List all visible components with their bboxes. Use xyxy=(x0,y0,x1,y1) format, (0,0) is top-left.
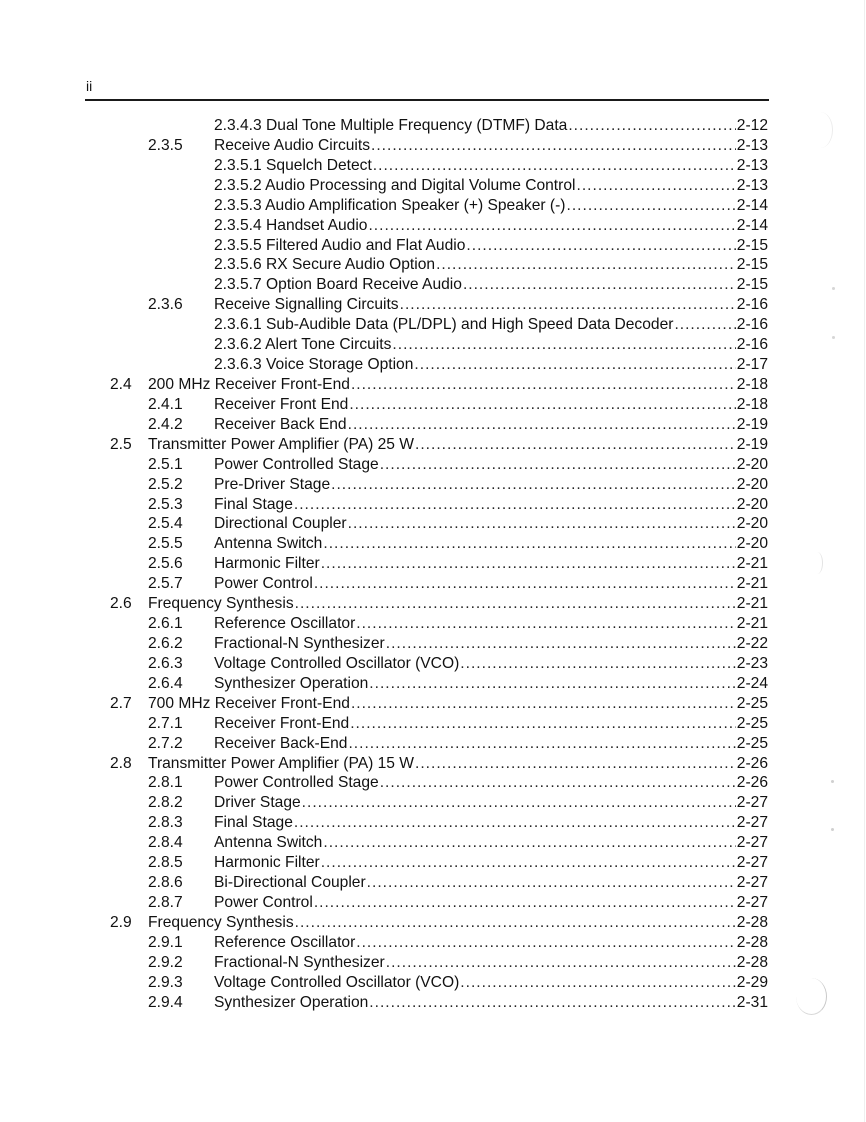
toc-entry-title: Frequency Synthesis xyxy=(148,595,294,613)
toc-entry-page: 2-18 xyxy=(736,375,768,393)
toc-entry xyxy=(0,495,866,515)
toc-entry-line xyxy=(214,993,768,1013)
toc-entry-title: Receiver Front End xyxy=(214,395,349,413)
toc-entry xyxy=(0,913,866,933)
toc-entry-line xyxy=(214,176,768,196)
toc-entry-page: 2-21 xyxy=(736,575,768,593)
toc-entry-number: 2.4.2 xyxy=(148,415,183,433)
toc-entry xyxy=(0,435,866,455)
toc-entry-number: 2.9.1 xyxy=(148,933,183,951)
toc-entry-number: 2.9.3 xyxy=(148,973,183,991)
toc-entry-page: 2-23 xyxy=(736,654,768,672)
toc-entry-page: 2-27 xyxy=(736,854,768,872)
toc-entry xyxy=(0,654,866,674)
toc-entry-line xyxy=(214,853,768,873)
toc-entry-page: 2-21 xyxy=(736,595,768,613)
toc-entry-title: 2.3.5.1 Squelch Detect xyxy=(214,156,372,174)
toc-entry-title: Power Controlled Stage xyxy=(214,455,379,473)
scan-artifact xyxy=(832,287,835,290)
toc-entry-number: 2.5.7 xyxy=(148,575,183,593)
toc-entry-number: 2.8.3 xyxy=(148,814,183,832)
toc-entry xyxy=(0,395,866,415)
dot-leader xyxy=(321,853,736,873)
toc-entry xyxy=(0,455,866,475)
toc-entry-line xyxy=(214,793,768,813)
toc-entry-page: 2-14 xyxy=(736,216,768,234)
toc-entry-title: Antenna Switch xyxy=(214,535,323,553)
dot-leader xyxy=(568,116,735,136)
toc-entry-line xyxy=(214,255,768,275)
page-folio: ii xyxy=(86,78,93,94)
toc-entry-line xyxy=(214,315,768,335)
toc-entry-number: 2.6.4 xyxy=(148,674,183,692)
toc-entry xyxy=(0,375,866,395)
toc-entry-line xyxy=(214,714,768,734)
toc-entry xyxy=(0,415,866,435)
toc-entry-title: Power Controlled Stage xyxy=(214,774,379,792)
toc-entry-page: 2-20 xyxy=(736,495,768,513)
toc-entry-page: 2-13 xyxy=(736,136,768,154)
toc-entry-line xyxy=(214,395,768,415)
toc-entry xyxy=(0,355,866,375)
toc-entry-number: 2.6.2 xyxy=(148,634,183,652)
toc-entry-title: Receiver Back-End xyxy=(214,734,348,752)
dot-leader xyxy=(349,395,735,415)
toc-entry-line xyxy=(214,136,768,156)
toc-entry-line xyxy=(214,156,768,176)
toc-entry-line xyxy=(214,495,768,515)
toc-entry-title: Harmonic Filter xyxy=(214,555,320,573)
scan-edge xyxy=(864,0,865,1122)
toc-entry-page: 2-31 xyxy=(736,993,768,1011)
toc-entry-line xyxy=(214,514,768,534)
toc-entry xyxy=(0,973,866,993)
toc-entry-page: 2-15 xyxy=(736,236,768,254)
dot-leader xyxy=(351,694,736,714)
toc-entry-page: 2-28 xyxy=(736,913,768,931)
toc-entry-line xyxy=(214,873,768,893)
toc-entry-title: Voltage Controlled Oscillator (VCO) xyxy=(214,654,460,672)
toc-entry-number: 2.7.1 xyxy=(148,714,183,732)
dot-leader xyxy=(294,495,736,515)
dot-leader xyxy=(566,196,735,216)
toc-entry xyxy=(0,574,866,594)
toc-entry-title: 2.3.5.7 Option Board Receive Audio xyxy=(214,276,462,294)
toc-entry-title: Receiver Back End xyxy=(214,415,347,433)
dot-leader xyxy=(350,714,736,734)
toc-entry-page: 2-15 xyxy=(736,256,768,274)
toc-entry-line xyxy=(148,754,768,774)
toc-entry-number: 2.4 xyxy=(110,375,132,393)
toc-entry-title: Final Stage xyxy=(214,495,293,513)
toc-entry-line xyxy=(148,435,768,455)
toc-entry-number: 2.6.1 xyxy=(148,615,183,633)
toc-entry-line xyxy=(214,275,768,295)
toc-entry-title: Antenna Switch xyxy=(214,834,323,852)
toc-entry-title: 2.3.6.2 Alert Tone Circuits xyxy=(214,336,392,354)
toc-entry-page: 2-16 xyxy=(736,296,768,314)
toc-entry-page: 2-13 xyxy=(736,176,768,194)
toc-entry xyxy=(0,554,866,574)
toc-entry-page: 2-18 xyxy=(736,395,768,413)
dot-leader xyxy=(367,873,736,893)
dot-leader xyxy=(294,813,736,833)
toc-entry-line xyxy=(214,475,768,495)
toc-entry-line xyxy=(214,734,768,754)
toc-entry-number: 2.5.3 xyxy=(148,495,183,513)
toc-entry-line xyxy=(214,116,768,136)
toc-entry-line xyxy=(148,594,768,614)
scan-artifact xyxy=(796,978,827,1015)
toc-entry xyxy=(0,793,866,813)
dot-leader xyxy=(392,335,735,355)
dot-leader xyxy=(368,216,735,236)
toc-entry-title: 2.3.6.1 Sub-Audible Data (PL/DPL) and High Speed Data Decoder xyxy=(214,316,674,334)
dot-leader xyxy=(295,594,736,614)
dot-leader xyxy=(463,275,736,295)
dot-leader xyxy=(314,893,736,913)
table-of-contents xyxy=(0,116,866,1012)
dot-leader xyxy=(373,156,736,176)
toc-entry-page: 2-19 xyxy=(736,415,768,433)
toc-entry-number: 2.5.5 xyxy=(148,535,183,553)
toc-entry-line xyxy=(214,534,768,554)
toc-entry-line xyxy=(214,236,768,256)
toc-entry xyxy=(0,236,866,256)
toc-entry xyxy=(0,156,866,176)
toc-entry-line xyxy=(214,674,768,694)
toc-entry-title: Transmitter Power Amplifier (PA) 15 W xyxy=(148,754,415,772)
toc-entry xyxy=(0,853,866,873)
toc-entry-page: 2-24 xyxy=(736,674,768,692)
toc-entry-page: 2-20 xyxy=(736,475,768,493)
toc-entry-line xyxy=(148,694,768,714)
toc-entry-title: Frequency Synthesis xyxy=(148,913,294,931)
toc-entry-number: 2.7 xyxy=(110,694,132,712)
toc-entry xyxy=(0,614,866,634)
dot-leader xyxy=(348,734,735,754)
toc-entry-title: 2.3.5.2 Audio Processing and Digital Volume Control xyxy=(214,176,576,194)
dot-leader xyxy=(576,176,735,196)
toc-entry-line xyxy=(148,375,768,395)
toc-entry-title: 2.3.5.4 Handset Audio xyxy=(214,216,368,234)
toc-entry-title: Receive Signalling Circuits xyxy=(214,296,399,314)
toc-entry-line xyxy=(214,295,768,315)
dot-leader xyxy=(460,654,736,674)
toc-entry-number: 2.9 xyxy=(110,913,132,931)
toc-entry-page: 2-25 xyxy=(736,694,768,712)
toc-entry xyxy=(0,335,866,355)
toc-entry-title: 2.3.5.5 Filtered Audio and Flat Audio xyxy=(214,236,466,254)
toc-entry-line xyxy=(214,574,768,594)
toc-entry xyxy=(0,475,866,495)
toc-entry-number: 2.7.2 xyxy=(148,734,183,752)
toc-entry-number: 2.8.4 xyxy=(148,834,183,852)
toc-entry-title: Receive Audio Circuits xyxy=(214,136,371,154)
toc-entry-page: 2-29 xyxy=(736,973,768,991)
toc-entry-title: 700 MHz Receiver Front-End xyxy=(148,694,350,712)
toc-entry-title: 2.3.4.3 Dual Tone Multiple Frequency (DTMF) Data xyxy=(214,117,568,134)
toc-entry-page: 2-21 xyxy=(736,615,768,633)
toc-entry-page: 2-22 xyxy=(736,634,768,652)
toc-entry xyxy=(0,813,866,833)
toc-entry-line xyxy=(214,455,768,475)
dot-leader xyxy=(400,295,736,315)
toc-entry-line xyxy=(214,216,768,236)
toc-entry xyxy=(0,116,866,136)
toc-entry-page: 2-26 xyxy=(736,774,768,792)
toc-entry-title: Voltage Controlled Oscillator (VCO) xyxy=(214,973,460,991)
scan-artifact xyxy=(812,552,823,574)
dot-leader xyxy=(380,773,736,793)
toc-entry-page: 2-15 xyxy=(736,276,768,294)
toc-entry-title: Harmonic Filter xyxy=(214,854,320,872)
dot-leader xyxy=(356,614,736,634)
dot-leader xyxy=(460,973,736,993)
toc-entry-title: Synthesizer Operation xyxy=(214,674,369,692)
toc-entry-title: Transmitter Power Amplifier (PA) 25 W xyxy=(148,435,415,453)
toc-entry-page: 2-21 xyxy=(736,555,768,573)
toc-entry xyxy=(0,674,866,694)
dot-leader xyxy=(371,136,736,156)
toc-entry xyxy=(0,694,866,714)
dot-leader xyxy=(295,913,736,933)
toc-entry-title: Synthesizer Operation xyxy=(214,993,369,1011)
toc-entry xyxy=(0,933,866,953)
toc-entry-title: Power Control xyxy=(214,575,313,593)
toc-entry-number: 2.5.6 xyxy=(148,555,183,573)
toc-entry-number: 2.8.7 xyxy=(148,893,183,911)
dot-leader xyxy=(466,236,735,256)
scan-artifact xyxy=(831,828,834,831)
header-rule xyxy=(85,99,769,101)
toc-entry-title: 2.3.6.3 Voice Storage Option xyxy=(214,356,414,374)
toc-entry-page: 2-14 xyxy=(736,196,768,214)
dot-leader xyxy=(356,933,736,953)
toc-entry-line xyxy=(214,833,768,853)
dot-leader xyxy=(369,674,735,694)
toc-entry-page: 2-16 xyxy=(736,336,768,354)
toc-entry-title: Power Control xyxy=(214,893,313,911)
toc-entry-line xyxy=(214,654,768,674)
toc-entry xyxy=(0,714,866,734)
dot-leader xyxy=(321,554,736,574)
toc-entry-number: 2.8.1 xyxy=(148,774,183,792)
dot-leader xyxy=(331,475,736,495)
toc-entry xyxy=(0,873,866,893)
toc-entry xyxy=(0,773,866,793)
toc-entry-page: 2-20 xyxy=(736,455,768,473)
toc-entry xyxy=(0,275,866,295)
toc-entry-title: Reference Oscillator xyxy=(214,933,356,951)
dot-leader xyxy=(369,993,735,1013)
toc-entry-page: 2-26 xyxy=(736,754,768,772)
toc-entry-page: 2-27 xyxy=(736,794,768,812)
dot-leader xyxy=(674,315,735,335)
toc-entry xyxy=(0,833,866,853)
toc-entry-page: 2-20 xyxy=(736,535,768,553)
toc-entry-title: Receiver Front-End xyxy=(214,714,350,732)
toc-entry-title: Directional Coupler xyxy=(214,515,347,533)
toc-entry xyxy=(0,255,866,275)
toc-entry-page: 2-19 xyxy=(736,435,768,453)
toc-entry-number: 2.8.5 xyxy=(148,854,183,872)
toc-entry-page: 2-28 xyxy=(736,933,768,951)
toc-entry-page: 2-27 xyxy=(736,834,768,852)
toc-entry-number: 2.5.2 xyxy=(148,475,183,493)
toc-entry-page: 2-16 xyxy=(736,316,768,334)
toc-entry-line xyxy=(148,913,768,933)
toc-entry-page: 2-25 xyxy=(736,714,768,732)
scan-artifact xyxy=(831,780,834,783)
dot-leader xyxy=(380,455,736,475)
toc-entry-title: Bi-Directional Coupler xyxy=(214,874,366,892)
toc-entry-number: 2.6 xyxy=(110,595,132,613)
toc-entry-number: 2.5.4 xyxy=(148,515,183,533)
toc-entry-title: Driver Stage xyxy=(214,794,301,812)
dot-leader xyxy=(386,634,736,654)
toc-entry-page: 2-13 xyxy=(736,156,768,174)
dot-leader xyxy=(348,415,736,435)
dot-leader xyxy=(351,375,736,395)
dot-leader xyxy=(348,514,736,534)
dot-leader xyxy=(302,793,736,813)
toc-entry xyxy=(0,534,866,554)
toc-entry xyxy=(0,734,866,754)
dot-leader xyxy=(436,255,736,275)
toc-entry-number: 2.8 xyxy=(110,754,132,772)
toc-entry-line xyxy=(214,933,768,953)
toc-entry-number: 2.5.1 xyxy=(148,455,183,473)
dot-leader xyxy=(314,574,736,594)
toc-entry-title: Fractional-N Synthesizer xyxy=(214,634,385,652)
dot-leader xyxy=(415,754,736,774)
toc-entry-line xyxy=(214,813,768,833)
toc-entry xyxy=(0,216,866,236)
toc-entry-title: Fractional-N Synthesizer xyxy=(214,953,385,971)
dot-leader xyxy=(415,435,736,455)
toc-entry-line xyxy=(214,415,768,435)
toc-entry-page: 2-12 xyxy=(736,117,768,134)
scan-artifact xyxy=(808,112,833,148)
toc-entry-number: 2.9.2 xyxy=(148,953,183,971)
toc-entry-line xyxy=(214,893,768,913)
toc-entry-line xyxy=(214,355,768,375)
toc-entry-number: 2.9.4 xyxy=(148,993,183,1011)
toc-entry-page: 2-27 xyxy=(736,874,768,892)
dot-leader xyxy=(323,534,735,554)
dot-leader xyxy=(414,355,735,375)
toc-entry xyxy=(0,315,866,335)
toc-entry-page: 2-27 xyxy=(736,893,768,911)
toc-entry xyxy=(0,634,866,654)
toc-entry xyxy=(0,993,866,1013)
toc-entry-page: 2-20 xyxy=(736,515,768,533)
toc-entry xyxy=(0,754,866,774)
toc-entry-page: 2-25 xyxy=(736,734,768,752)
toc-entry-title: Reference Oscillator xyxy=(214,615,356,633)
toc-entry-page: 2-28 xyxy=(736,953,768,971)
toc-entry-page: 2-27 xyxy=(736,814,768,832)
toc-entry-title: Pre-Driver Stage xyxy=(214,475,331,493)
toc-entry-line xyxy=(214,634,768,654)
toc-entry-number: 2.8.6 xyxy=(148,874,183,892)
toc-entry-page: 2-17 xyxy=(736,356,768,374)
toc-entry-line xyxy=(214,335,768,355)
toc-entry-title: 2.3.5.3 Audio Amplification Speaker (+) Speaker (-) xyxy=(214,196,566,214)
toc-entry xyxy=(0,514,866,534)
toc-entry-line xyxy=(214,953,768,973)
toc-entry-number: 2.3.6 xyxy=(148,296,183,314)
toc-entry-line xyxy=(214,196,768,216)
toc-entry-number: 2.3.5 xyxy=(148,136,183,154)
toc-entry-number: 2.4.1 xyxy=(148,395,183,413)
toc-entry-line xyxy=(214,973,768,993)
toc-entry xyxy=(0,594,866,614)
toc-entry-line xyxy=(214,554,768,574)
toc-entry xyxy=(0,196,866,216)
toc-entry xyxy=(0,953,866,973)
toc-entry-title: 200 MHz Receiver Front-End xyxy=(148,375,350,393)
scan-artifact xyxy=(832,336,835,339)
dot-leader xyxy=(386,953,736,973)
toc-entry-title: Final Stage xyxy=(214,814,293,832)
toc-entry xyxy=(0,893,866,913)
toc-entry xyxy=(0,176,866,196)
toc-entry-line xyxy=(214,614,768,634)
dot-leader xyxy=(323,833,735,853)
toc-entry xyxy=(0,295,866,315)
toc-entry-line xyxy=(214,773,768,793)
toc-entry-number: 2.6.3 xyxy=(148,654,183,672)
toc-entry xyxy=(0,136,866,156)
toc-entry-title: 2.3.5.6 RX Secure Audio Option xyxy=(214,256,436,274)
toc-entry-number: 2.5 xyxy=(110,435,132,453)
toc-entry-number: 2.8.2 xyxy=(148,794,183,812)
